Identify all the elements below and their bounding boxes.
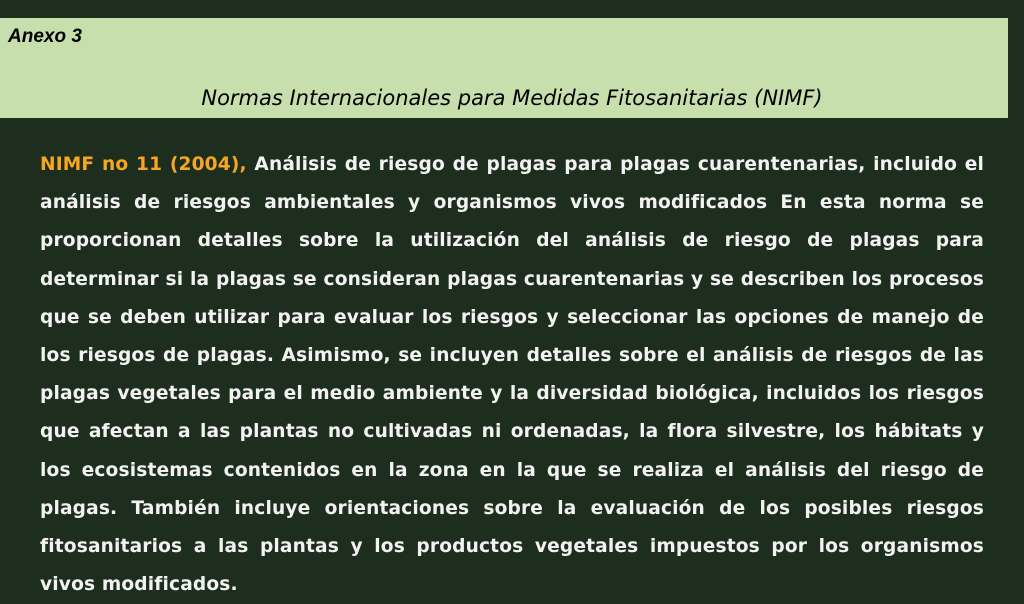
- page-title: Normas Internacionales para Medidas Fitosanitarias (NIMF): [201, 86, 823, 110]
- body-paragraph: [40, 146, 984, 604]
- annex-label: Anexo 3: [8, 26, 82, 47]
- standard-description: Análisis de riesgo de plagas para plagas cuarentenarias, incluido el análisis de riesgos ambientales y organismos vivos modificados En esta norma se proporcionan detalles sobre la utilización del análisis de riesgo de plagas para determinar si la plagas se consideran plagas cuarentenarias y se describen los procesos que se deben utilizar para evaluar los riesgos y seleccionar las opciones de manejo de los riesgos de plagas. Asimismo, se incluyen detalles sobre el análisis de riesgos de las plagas vegetales para el medio ambiente y la diversidad biológica, incluidos los riesgos que afectan a las plantas no cultivadas ni ordenadas, la flora silvestre, los hábitats y los ecosistemas contenidos en la zona en la que se realiza el análisis del riesgo de plagas. También incluye orientaciones sobre la evaluación de los posibles riesgos fitosanitarios a las plantas y los productos vegetales impuestos por los organismos vivos modificados.: [40, 154, 985, 596]
- header-band: [0, 18, 1008, 118]
- standard-reference: NIMF no 11 (2004),: [40, 154, 247, 175]
